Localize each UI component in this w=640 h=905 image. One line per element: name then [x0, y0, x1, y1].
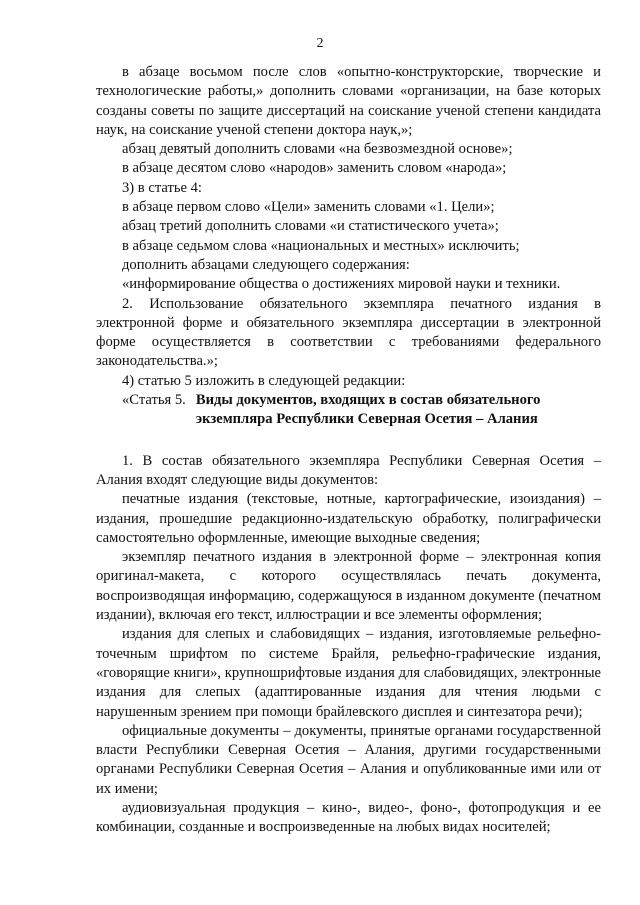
article-paragraph-audiovizualnaya: аудиовизуальная продукция – кино-, видео-, фоно-, фотопродукция и ее комбинации, созданные и воспроизведенные на любых видах носителей; — [96, 799, 601, 836]
article-paragraph-ekzemplyar: экземпляр печатного издания в электронной форме – электронная копия оригинал-макета, с которого осуществлялась печать документа, воспроизводящая информацию, содержащуюся в изданном документе (печатном издании), включая его текст, иллюстрации и все элементы оформления; — [96, 549, 601, 624]
paragraph-ispolzovanie: 2. Использование обязательного экземпляра печатного издания в электронной форме и обязательного экземпляра диссертации в электронной форме осуществляется в соответствии с требованиями федерального законодательства.»; — [96, 295, 601, 370]
article-paragraph-pechatnye: печатные издания (текстовые, нотные, картографические, изоиздания) – издания, прошедшие редакционно-издательскую обработку, полиграфически самостоятельно оформленные, имеющие выходные сведения; — [96, 491, 601, 546]
paragraph-abzac-devyatyy: абзац девятый дополнить словами «на безвозмездной основе»; — [122, 141, 513, 158]
page-number: 2 — [316, 36, 324, 51]
article-paragraph-1: 1. В состав обязательного экземпляра Республики Северная Осетия – Алания входят следующие виды документов: — [96, 452, 601, 488]
paragraph-statya-4: 3) в статье 4: — [122, 179, 202, 196]
document-body — [96, 63, 601, 838]
paragraph-abzac-sedmoy: в абзаце седьмом слова «национальных и местных» исключить; — [122, 237, 520, 254]
article-title — [196, 391, 541, 430]
article-title-line-2: экземпляра Республики Северная Осетия – Алания — [195, 411, 538, 428]
paragraph-abzac-desyatyy: в абзаце десятом слово «народов» заменить словом «народа»; — [122, 160, 507, 177]
paragraph-informirovanie: «информирование общества о достижениях мировой науки и техники. — [122, 276, 561, 293]
article-heading — [96, 391, 601, 430]
paragraph-abzac-vosmoy: в абзаце восьмом после слов «опытно-конструкторские, творческие и технологические работы,» дополнить словами «организации, на базе которых созданы советы по защите диссертаций на соискание ученой степени кандидата наук, на соискание ученой степени доктора наук,»; — [96, 64, 601, 138]
article-paragraph-izdaniya-slepyh: издания для слепых и слабовидящих – издания, изготовляемые рельефно-точечным шрифтом по системе Брайля, рельефно-графические издания, «говорящие книги», крупношрифтовые издания для слабовидящих, электронные издания для слепых (адаптированные издания для чтения людьми с нарушенным зрением при помощи брайлевского дисплея и синтезатора речи); — [96, 626, 601, 720]
paragraph-abzac-pervyy: в абзаце первом слово «Цели» заменить словами «1. Цели»; — [122, 199, 495, 216]
article-title-line-1: Виды документов, входящих в состав обязательного — [195, 392, 541, 409]
paragraph-dopolnit: дополнить абзацами следующего содержания: — [122, 256, 410, 273]
paragraph-abzac-tretiy: абзац третий дополнить словами «и статистического учета»; — [122, 218, 499, 235]
article-number: «Статья 5. — [122, 392, 186, 409]
article-paragraph-oficialnye: официальные документы – документы, принятые органами государственной власти Республики Северная Осетия – Алания, другими государственными органами Республики Северная Осетия – Алания и опубликованные ими или от их имени; — [96, 722, 601, 797]
paragraph-statya-5: 4) статью 5 изложить в следующей редакции: — [122, 372, 406, 389]
